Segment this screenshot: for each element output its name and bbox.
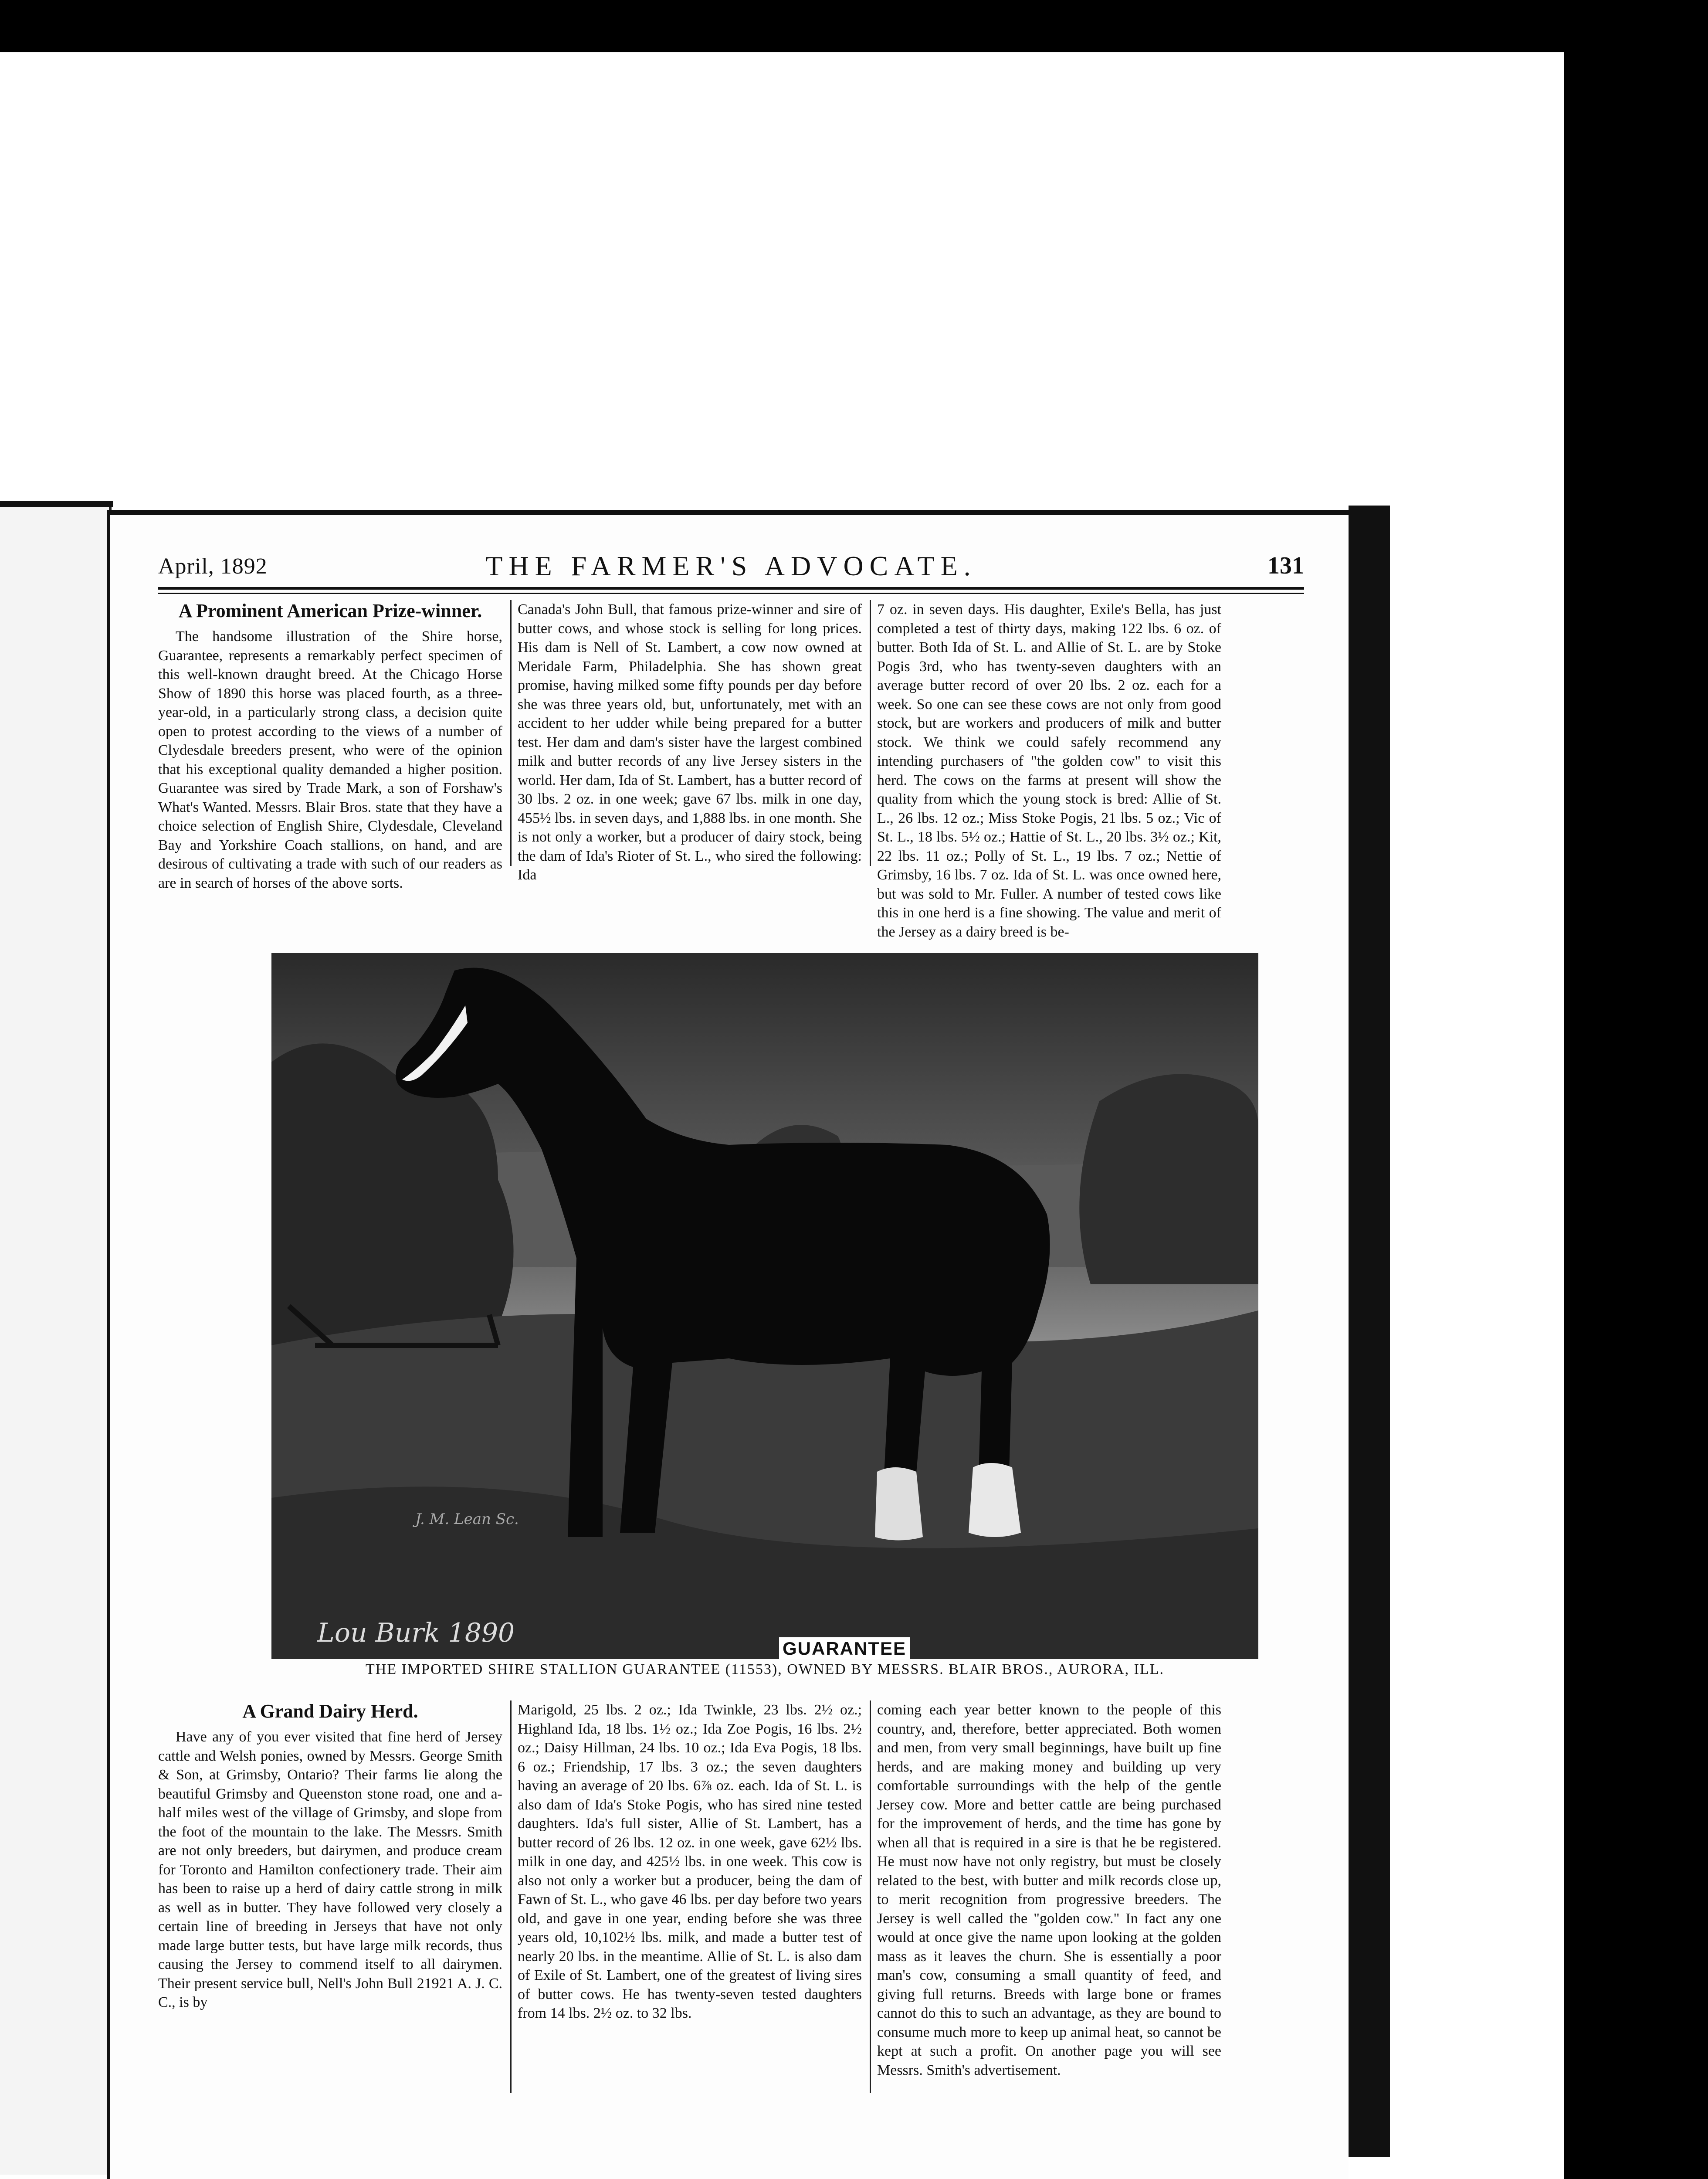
page-number: 131 <box>1267 552 1304 579</box>
artist-signature: Lou Burk 1890 <box>317 1618 515 1648</box>
article2-column-1 <box>158 1700 502 2012</box>
article1-column-2 <box>518 600 862 885</box>
publication-title: THE FARMER'S ADVOCATE. <box>485 550 977 581</box>
header-rule-thick <box>158 587 1304 590</box>
issue-date: April, 1892 <box>158 554 268 579</box>
article1-text-3: 7 oz. in seven days. His daughter, Exile's Bella, has just completed a test of thirty days, making 122 lbs. 6 oz. of butter. Both Ida of St. L. and Allie of St. L. are by Stoke Pogis 3rd, who has twenty-seven daughters with an average butter record of over 20 lbs. 2 oz. each for a week. So one can see these cows are not only from good stock, but are workers and producers of milk and butter stock. We think we could safely recommend any intending purchasers of "the golden cow" to visit this herd. The cows on the farms at present will show the quality from which the young stock is bred: Allie of St. L., 26 lbs. 12 oz.; Miss Stoke Pogis, 21 lbs. 5 oz.; Vic of St. L., 18 lbs. 5½ oz.; Hattie of St. L., 20 lbs. 3½ oz.; Kit, 22 lbs. 11 oz.; Polly of St. L., 19 lbs. 7 oz.; Nettie of Grimsby, 16 lbs. 7 oz. Ida of St. L. was once owned here, but was sold to Mr. Fuller. A number of tested cows like this in one herd is a fine showing. The value and merit of the Jersey as a dairy breed is be- <box>877 601 1221 940</box>
article2-text-3: coming each year better known to the people of this country, and, therefore, better appreciated. Both women and men, from very small beginnings, have built up fine herds, and are making money and building up very comfortable surroundings with the help of the gentle Jersey cow. More and better cattle are being purchased for the improvement of herds, and the time has gone by when all that is required in a sire is that he be registered. He must now have not only registry, but must be closely related to the best, with butter and milk records close up, to merit recognition from progressive breeders. The Jersey is well called the "golden cow." In fact any one would at once give the name upon looking at the golden mass as it leaves the churn. She is essentially a poor man's cow, consuming a small quantity of feed, and giving full returns. Breeds with large bone or frames cannot do this to such an advantage, as they are bound to consume much more to keep up animal heat, so cannot be kept at such a profit. On another page you will see Messrs. Smith's advertisement. <box>877 1702 1221 2078</box>
article2-column-2 <box>518 1700 862 2023</box>
horse-engraving <box>271 953 1258 1659</box>
article1-column-1 <box>158 600 502 893</box>
article1-text-2: Canada's John Bull, that famous prize-winner and sire of butter cows, and whose stock is selling for long prices. His dam is Nell of St. Lambert, a cow now owned at Meridale Farm, Philadelphia. She has shown great promise, having milked some fifty pounds per day before she was three years old, but, unfortunately, met with an accident to her udder while being prepared for a butter test. Her dam and dam's sister have the largest combined milk and butter records of any live Jersey sisters in the world. Her dam, Ida of St. Lambert, has a butter record of 30 lbs. 2 oz. in one week; gave 67 lbs. milk in one day, 455½ lbs. in seven days, and 1,888 lbs. in one month. She is not only a worker, but a producer of dairy stock, being the dam of Ida's Rioter of St. L., who sired the following: Ida <box>518 601 862 883</box>
illustration-caption: THE IMPORTED SHIRE STALLION GUARANTEE (11553), OWNED BY MESSRS. BLAIR BROS., AURORA, ILL. <box>366 1661 1164 1677</box>
article2-text-2: Marigold, 25 lbs. 2 oz.; Ida Twinkle, 23 lbs. 2½ oz.; Highland Ida, 18 lbs. 1½ oz.; Ida Zoe Pogis, 16 lbs. 2½ oz.; Daisy Hillman, 24 lbs. 10 oz.; Ida Eva Pogis, 18 lbs. 6 oz.; Friendship, 17 lbs. 3 oz.; the seven daughters having an average of 20 lbs. 6⅞ oz. each. Ida of St. L. is also dam of Ida's Stoke Pogis, who has sired nine tested daughters. Ida's full sister, Allie of St. Lambert, has a butter record of 26 lbs. 12 oz. in one week, gave 62½ lbs. milk in one day, and 425½ lbs. in one week. This cow is also not only a worker but a producer, being the dam of Fawn of St. L., who gave 46 lbs. per day before two years old, and gave in one year, ending before she was three years old, 10,102½ lbs. milk, and made a butter test of nearly 20 lbs. in the meantime. Allie of St. L. is also dam of Exile of St. Lambert, one of the greatest of living sires of butter cows. He has twenty-seven tested daughters from 14 lbs. 2½ oz. to 32 lbs. <box>518 1702 862 2021</box>
page-shadow <box>1349 506 1390 2157</box>
facing-page-edge <box>0 501 112 2175</box>
article1-column-3 <box>877 600 1221 941</box>
column-rule <box>870 600 871 866</box>
header-rule-thin <box>158 593 1304 594</box>
column-rule <box>510 600 512 866</box>
shire-stallion-illustration <box>271 953 1258 1659</box>
article1-heading: A Prominent American Prize-winner. <box>178 600 482 621</box>
article2-heading: A Grand Dairy Herd. <box>242 1700 418 1722</box>
column-rule <box>870 1700 871 2093</box>
plate-label: GUARANTEE <box>782 1638 907 1659</box>
article2-text-1: Have any of you ever visited that fine herd of Jersey cattle and Welsh ponies, owned by Messrs. George Smith & Son, at Grimsby, Ontario? Their farms lie along the beautiful Grimsby and Queenston stone road, one and a-half miles west of the village of Grimsby, and slope from the foot of the mountain to the lake. The Messrs. Smith are not only breeders, but dairymen, and produce cream for Toronto and Hamilton confectionery trade. Their aim has been to raise up a herd of dairy cattle strong in milk as well as in butter. They have followed very closely a certain line of breeding in Jerseys that have not only made large butter tests, but have large milk records, thus causing the Jersey to commend itself to all dairymen. Their present service bull, Nell's John Bull 21921 A. J. C. C., is by <box>158 1729 502 2010</box>
engraver-signature: J. M. Lean Sc. <box>415 1510 519 1528</box>
column-rule <box>510 1700 512 2093</box>
newspaper-page <box>107 510 1349 2179</box>
article1-text-1: The handsome illustration of the Shire horse, Guarantee, represents a remarkably perfect specimen of this well-known draught breed. At the Chicago Horse Show of 1890 this horse was placed fourth, as a three-year-old, in a particularly strong class, a decision quite open to protest according to the views of a number of Clydesdale breeders present, who were of the opinion that his exceptional quality demanded a higher position. Guarantee was sired by Trade Mark, a son of Forshaw's What's Wanted. Messrs. Blair Bros. state that they have a choice selection of English Shire, Clydesdale, Cleveland Bay and Yorkshire Coach stallions, on hand, and are desirous of cultivating a trade with such of our readers as are in search of horses of the above sorts. <box>158 628 502 891</box>
running-header <box>158 546 1304 585</box>
facing-page-edge-rule <box>0 501 113 507</box>
article2-column-3 <box>877 1700 1221 2080</box>
